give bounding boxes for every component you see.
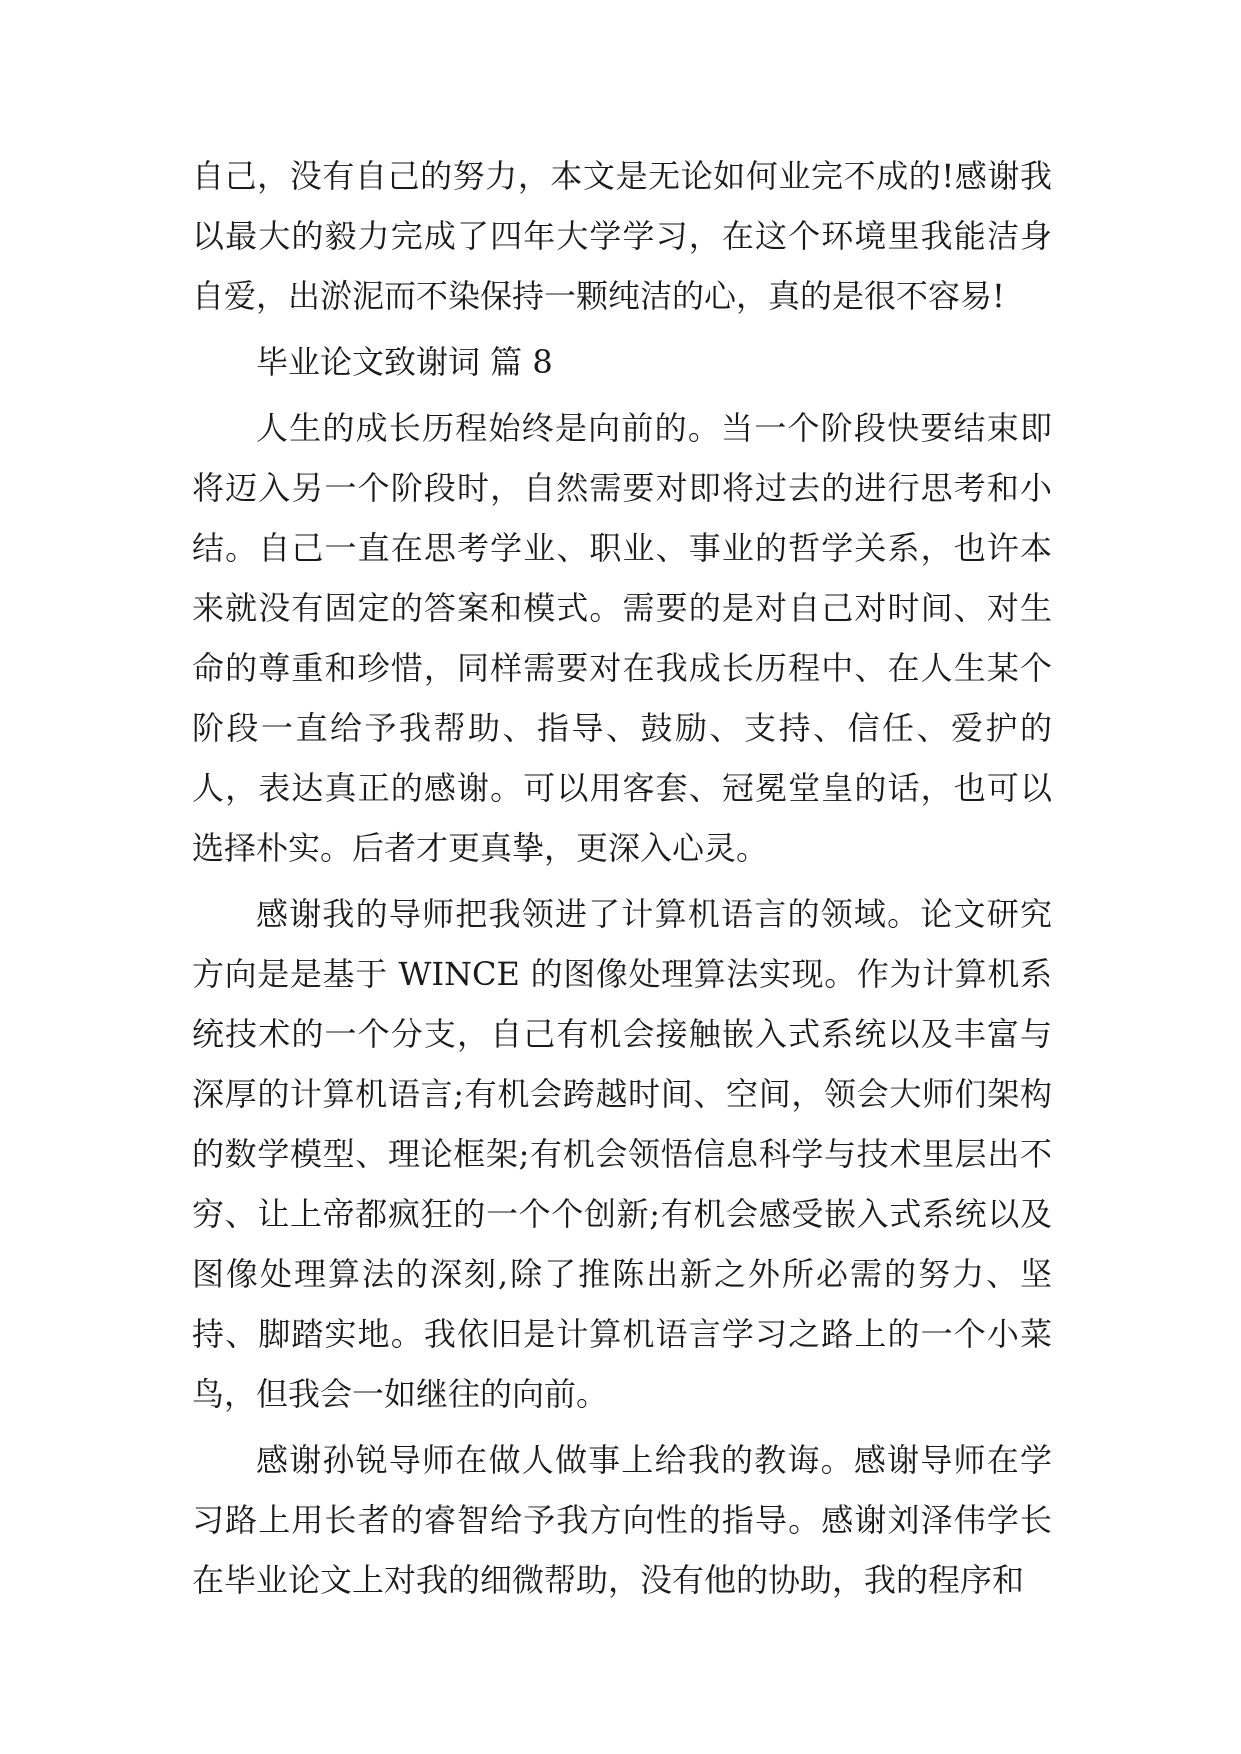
paragraph-growth: 人生的成长历程始终是向前的。当一个阶段快要结束即将迈入另一个阶段时，自然需要对即将过去的进行思考和小结。自己一直在思考学业、职业、事业的哲学关系，也许本来就没有固定的答案和模式。需要的是对自己对时间、对生命的尊重和珍惜，同样需要对在我成长历程中、在人生某个阶段一直给予我帮助、指导、鼓励、支持、信任、爱护的人，表达真正的感谢。可以用客套、冠冕堂皇的话，也可以选择朴实。后者才更真挚，更深入心灵。: [192, 409, 1052, 867]
section-heading: 毕业论文致谢词 篇 8: [256, 343, 553, 381]
paragraph-continuation: 自己，没有自己的努力，本文是无论如何业完不成的!感谢我以最大的毅力完成了四年大学学习，在这个环境里我能洁身自爱，出淤泥而不染保持一颗纯洁的心，真的是很不容易!: [192, 157, 1052, 315]
paragraph-advisor: 感谢我的导师把我领进了计算机语言的领域。论文研究方向是是基于 WINCE 的图像处理算法实现。作为计算机系统技术的一个分支，自己有机会接触嵌入式系统以及丰富与深厚的计算机语言;有机会跨越时间、空间，领会大师们架构的数学模型、理论框架;有机会领悟信息科学与技术里层出不穷、让上帝都疯狂的一个个创新;有机会感受嵌入式系统以及图像处理算法的深刻,除了推陈出新之外所必需的努力、坚持、脚踏实地。我依旧是计算机语言学习之路上的一个小菜鸟，但我会一如继往的向前。: [192, 895, 1052, 1413]
paragraph-thanks: 感谢孙锐导师在做人做事上给我的教诲。感谢导师在学习路上用长者的睿智给予我方向性的指导。感谢刘泽伟学长在毕业论文上对我的细微帮助，没有他的协助，我的程序和: [192, 1441, 1052, 1599]
document-body: [192, 146, 1052, 1610]
